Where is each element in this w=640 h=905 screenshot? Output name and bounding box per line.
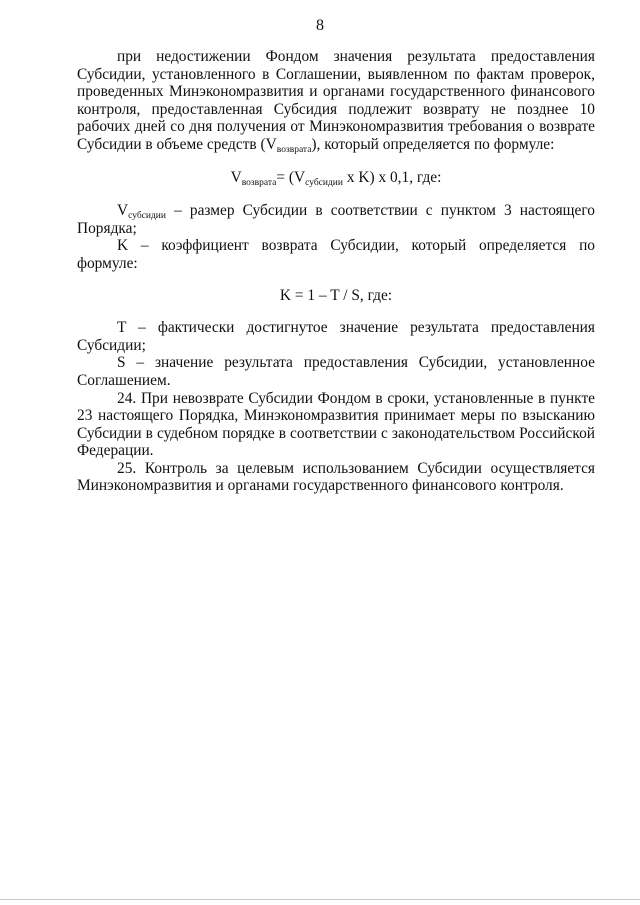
page-number: 8 — [316, 17, 324, 34]
formula-subsidy-subscript: субсидии — [305, 177, 343, 188]
formula-return-volume — [77, 169, 595, 187]
paragraph-return-condition — [77, 48, 595, 154]
formula-k: K = 1 – T / S, где: — [279, 286, 393, 304]
definition-v-subscript: субсидии — [128, 211, 166, 222]
page-bottom-edge — [0, 899, 640, 900]
definition-t: T – фактически достигнутое значение результата предоставления Субсидии; — [77, 319, 595, 354]
paragraph-return-condition-text: при недостижении Фондом значения результата предоставления Субсидии, установленного в Соглашении, выявленном по фактам проверок, проведенных Минэкономразвития и органами государственного финансового контроля, предоставленная Субсидия подлежит возврату не позднее 10 рабочих дней со дня получения от Минэкономразвития требования о возврате Субсидии в объеме средств (V — [77, 48, 595, 153]
definition-k: K – коэффициент возврата Субсидии, который определяется по формуле: — [77, 237, 595, 272]
formula-mid: = (V — [276, 168, 306, 186]
document-body — [77, 48, 595, 495]
formula-v-subscript: возврата — [241, 177, 277, 188]
definition-v-symbol: V — [117, 202, 129, 220]
subscript-return: возврата — [276, 144, 312, 155]
definition-v-subsidy — [77, 202, 595, 237]
paragraph-return-condition-tail: ), который определяется по формуле: — [311, 135, 555, 153]
definition-s: S – значение результата предоставления Субсидии, установленное Соглашением. — [77, 354, 595, 389]
definition-v-text: – размер Субсидии в соответствии с пунктом 3 настоящего Порядка; — [77, 202, 595, 237]
formula-v: V — [230, 168, 242, 186]
formula-tail: x K) x 0,1, где: — [342, 168, 442, 186]
paragraph-24: 24. При невозврате Субсидии Фондом в сроки, установленные в пункте 23 настоящего Порядка, Минэкономразвития принимает меры по взысканию Субсидии в судебном порядке в соответствии с законодательством Российской Федерации. — [77, 389, 595, 460]
paragraph-25: 25. Контроль за целевым использованием Субсидии осуществляется Минэкономразвития и органами государственного финансового контроля. — [77, 459, 595, 495]
